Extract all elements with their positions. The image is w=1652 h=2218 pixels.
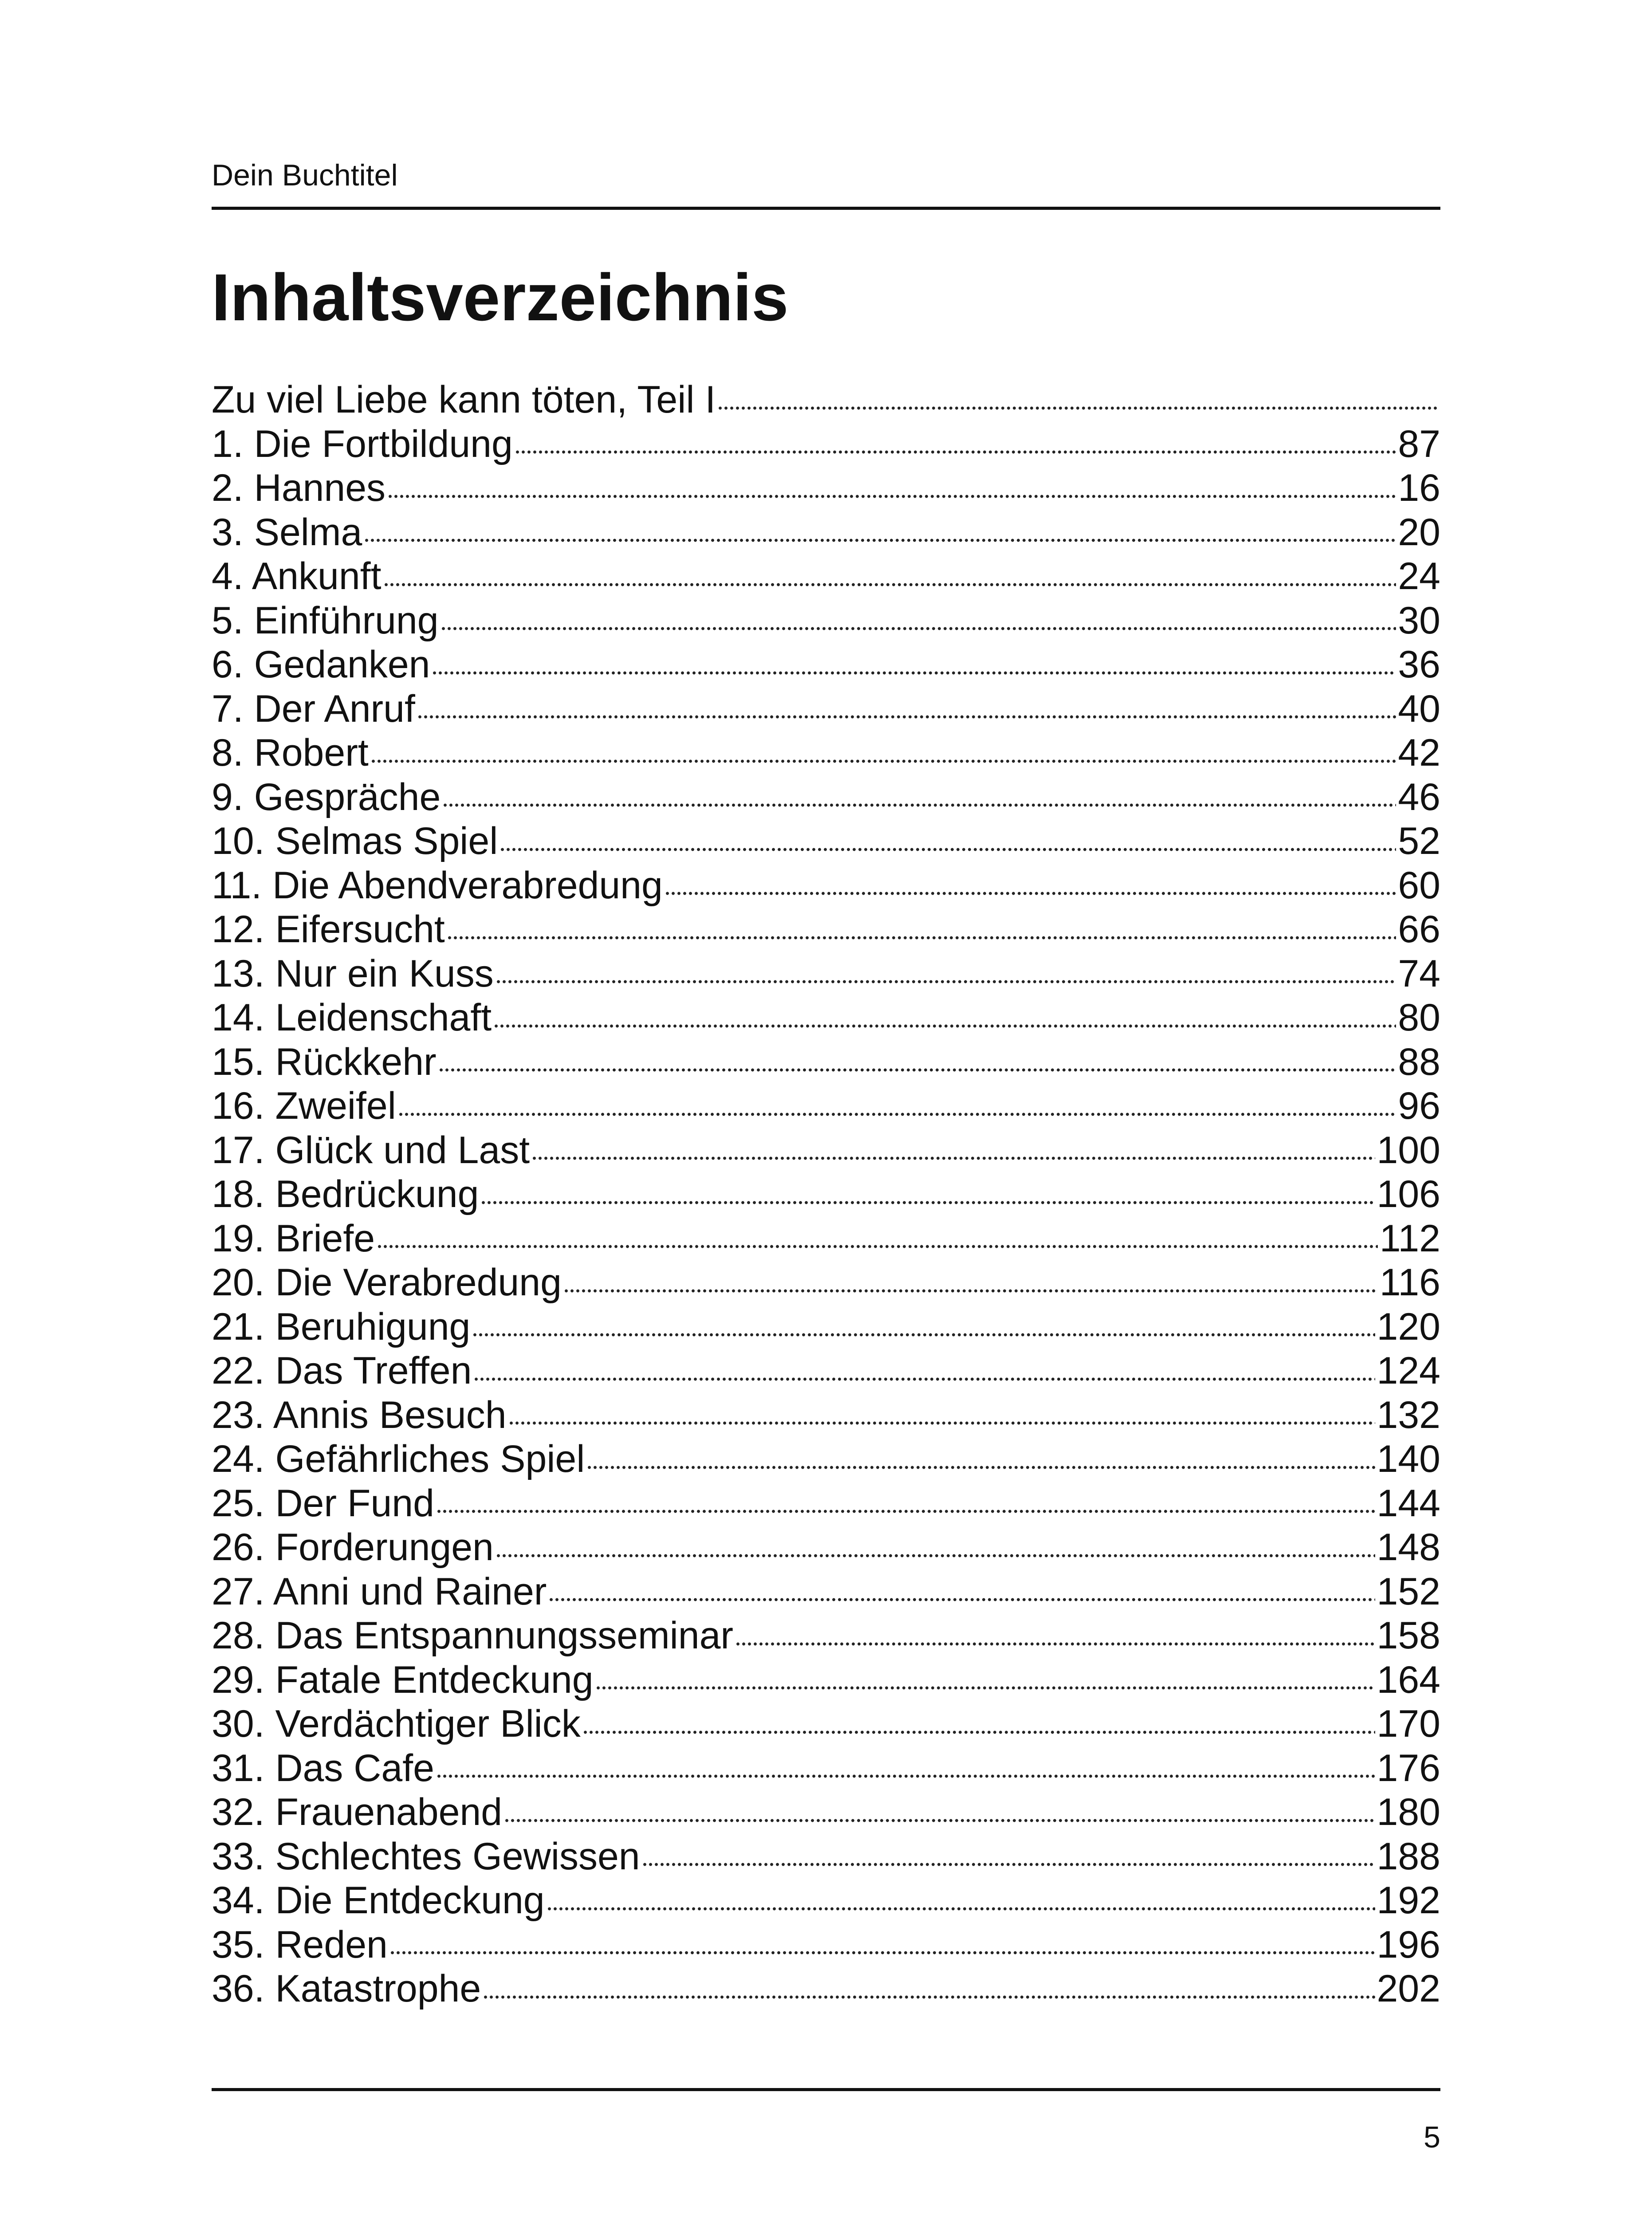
- toc-entry: [212, 1040, 1440, 1085]
- toc-entry-label: 31. Das Cafe: [212, 1746, 434, 1789]
- toc-entry: [212, 1305, 1440, 1349]
- toc-entry: [212, 1526, 1440, 1570]
- toc-entry-label: 21. Beruhigung: [212, 1305, 471, 1348]
- toc-entry-label: 3. Selma: [212, 511, 362, 554]
- toc-entry-page: 16: [1398, 467, 1440, 509]
- toc-entry: [212, 1349, 1440, 1393]
- toc-entry-page: 30: [1398, 599, 1440, 642]
- toc-entry-page: 132: [1377, 1393, 1440, 1436]
- toc-entry: [212, 1129, 1440, 1173]
- toc-entry: [212, 1835, 1440, 1879]
- dot-leader: [438, 1067, 1396, 1073]
- dot-leader: [496, 1553, 1375, 1558]
- toc-entry: [212, 908, 1440, 952]
- toc-entry-page: 140: [1377, 1438, 1440, 1480]
- toc-entry-page: 116: [1379, 1261, 1440, 1304]
- toc-entry-label: 17. Glück und Last: [212, 1129, 530, 1172]
- toc-entry-label: 30. Verdächtiger Blick: [212, 1703, 581, 1745]
- toc-entry: [212, 996, 1440, 1040]
- dot-leader: [582, 1730, 1375, 1735]
- toc-entry-label: 34. Die Entdeckung: [212, 1879, 545, 1922]
- toc-entry-label: 15. Rückkehr: [212, 1040, 437, 1083]
- toc-entry-page: 36: [1398, 643, 1440, 686]
- toc-entry-label: 2. Hannes: [212, 467, 386, 509]
- toc-entry-page: 148: [1377, 1526, 1440, 1569]
- dot-leader: [496, 979, 1396, 984]
- toc-entry: [212, 1658, 1440, 1703]
- dot-leader: [398, 1112, 1396, 1117]
- dot-leader: [735, 1641, 1375, 1647]
- toc-entry-page: 152: [1377, 1570, 1440, 1613]
- dot-leader: [586, 1465, 1375, 1470]
- dot-leader: [383, 582, 1396, 587]
- toc-entry-page: 164: [1377, 1658, 1440, 1701]
- toc-entry-label: 20. Die Verabredung: [212, 1261, 562, 1304]
- dot-leader: [493, 1023, 1396, 1029]
- toc-entry: [212, 1967, 1440, 2011]
- toc-entry-label: 12. Eifersucht: [212, 908, 445, 951]
- toc-entry-label: 1. Die Fortbildung: [212, 422, 513, 465]
- toc-entry-page: 180: [1377, 1791, 1440, 1833]
- toc-entry-label: 32. Frauenabend: [212, 1791, 503, 1833]
- toc-entry-label: 16. Zweifel: [212, 1085, 396, 1127]
- toc-title: Inhaltsverzeichnis: [212, 260, 789, 334]
- toc-entry: [212, 952, 1440, 996]
- toc-entry-page: 176: [1377, 1746, 1440, 1789]
- toc-entry: [212, 1790, 1440, 1835]
- toc-entry: [212, 422, 1440, 467]
- toc-entry-page: 24: [1398, 555, 1440, 598]
- toc-entry: [212, 1261, 1440, 1305]
- toc-entry-page: 120: [1377, 1305, 1440, 1348]
- toc-entry-page: 106: [1377, 1173, 1440, 1215]
- toc-entry-label: Zu viel Liebe kann töten, Teil I: [212, 378, 716, 421]
- dot-leader: [417, 714, 1396, 720]
- toc-entry-label: 24. Gefährliches Spiel: [212, 1438, 585, 1480]
- toc-entry: [212, 466, 1440, 511]
- running-header: Dein Buchtitel: [212, 158, 398, 192]
- toc-entry-label: 11. Die Abendverabredung: [212, 864, 663, 907]
- dot-leader: [665, 891, 1396, 896]
- toc-entry: [212, 687, 1440, 731]
- toc-entry-label: 36. Katastrophe: [212, 1967, 481, 2010]
- dot-leader: [377, 1244, 1378, 1249]
- toc-entry-label: 9. Gespräche: [212, 775, 441, 818]
- toc-entry-page: 192: [1377, 1879, 1440, 1922]
- toc-entry: [212, 1393, 1440, 1438]
- toc-entry-page: 66: [1398, 908, 1440, 951]
- toc-entry: [212, 1172, 1440, 1217]
- toc-entry-page: 144: [1377, 1482, 1440, 1525]
- dot-leader: [473, 1376, 1375, 1382]
- toc-entry-page: 20: [1398, 511, 1440, 554]
- toc-entry-label: 14. Leidenschaft: [212, 996, 492, 1039]
- toc-entry-label: 35. Reden: [212, 1923, 388, 1966]
- dot-leader: [442, 802, 1396, 808]
- toc-entry-page: 188: [1377, 1835, 1440, 1878]
- toc-entry-label: 18. Bedrückung: [212, 1173, 479, 1215]
- toc-entry-page: 96: [1398, 1085, 1440, 1127]
- toc-entry: [212, 1746, 1440, 1791]
- toc-entry: [212, 731, 1440, 775]
- toc-entry: [212, 864, 1440, 908]
- toc-entry-label: 29. Fatale Entdeckung: [212, 1658, 594, 1701]
- footer-rule: [212, 2088, 1440, 2091]
- toc-entry-page: 74: [1398, 952, 1440, 995]
- toc-entry: [212, 1702, 1440, 1746]
- toc-entry-page: 60: [1398, 864, 1440, 907]
- toc-entry: [212, 1879, 1440, 1923]
- toc-entry-page: 170: [1377, 1703, 1440, 1745]
- dot-leader: [447, 935, 1396, 940]
- toc-entry: [212, 378, 1440, 422]
- toc-entry-label: 5. Einführung: [212, 599, 439, 642]
- toc-entry: [212, 775, 1440, 820]
- dot-leader: [436, 1509, 1375, 1514]
- toc-entry-page: 112: [1379, 1217, 1440, 1260]
- toc-entry-label: 8. Robert: [212, 731, 369, 774]
- header-rule: [212, 207, 1440, 210]
- dot-leader: [364, 538, 1396, 543]
- toc-entry-label: 7. Der Anruf: [212, 687, 415, 730]
- toc-entry-label: 28. Das Entspannungsseminar: [212, 1614, 734, 1657]
- dot-leader: [531, 1156, 1375, 1161]
- toc-entry-label: 13. Nur ein Kuss: [212, 952, 494, 995]
- toc-entry-page: 158: [1377, 1614, 1440, 1657]
- toc-entry-page: 87: [1398, 422, 1440, 465]
- dot-leader: [504, 1818, 1375, 1823]
- dot-leader: [500, 847, 1396, 852]
- dot-leader: [389, 1950, 1375, 1955]
- toc-entry: [212, 511, 1440, 555]
- toc-entry: [212, 1923, 1440, 1967]
- toc-entry-page: 80: [1398, 996, 1440, 1039]
- dot-leader: [387, 494, 1396, 499]
- dot-leader: [472, 1332, 1375, 1337]
- toc-entry: [212, 1614, 1440, 1658]
- toc-entry: [212, 819, 1440, 864]
- dot-leader: [642, 1862, 1375, 1867]
- toc-entry-label: 23. Annis Besuch: [212, 1393, 507, 1436]
- dot-leader: [548, 1597, 1375, 1602]
- dot-leader: [547, 1906, 1375, 1911]
- toc-entry-page: 100: [1377, 1129, 1440, 1172]
- toc-entry-page: 46: [1398, 775, 1440, 818]
- dot-leader: [508, 1420, 1375, 1426]
- toc-entry-label: 10. Selmas Spiel: [212, 820, 498, 862]
- dot-leader: [595, 1685, 1375, 1691]
- toc-entry-label: 27. Anni und Rainer: [212, 1570, 547, 1613]
- toc-entry-page: 52: [1398, 820, 1440, 862]
- toc-entry-label: 4. Ankunft: [212, 555, 382, 598]
- dot-leader: [563, 1288, 1378, 1294]
- dot-leader: [432, 670, 1396, 676]
- toc-entry-page: 88: [1398, 1040, 1440, 1083]
- toc-entry-page: 124: [1377, 1349, 1440, 1392]
- toc-entry-label: 6. Gedanken: [212, 643, 430, 686]
- toc-entry: [212, 643, 1440, 687]
- dot-leader: [717, 405, 1439, 411]
- dot-leader: [515, 449, 1396, 455]
- toc-entry-label: 33. Schlechtes Gewissen: [212, 1835, 640, 1878]
- dot-leader: [483, 1994, 1375, 2000]
- toc-entry: [212, 1084, 1440, 1129]
- toc-entry: [212, 599, 1440, 643]
- toc-entry: [212, 1482, 1440, 1526]
- toc-entry-page: 196: [1377, 1923, 1440, 1966]
- page-number: 5: [1424, 2120, 1440, 2154]
- toc-entry-label: 19. Briefe: [212, 1217, 375, 1260]
- dot-leader: [370, 759, 1396, 764]
- dot-leader: [441, 626, 1396, 631]
- toc-entry: [212, 1437, 1440, 1482]
- dot-leader: [436, 1774, 1375, 1779]
- toc-entry-page: 40: [1398, 687, 1440, 730]
- toc-list: [212, 378, 1440, 2011]
- toc-entry: [212, 1217, 1440, 1261]
- dot-leader: [480, 1200, 1375, 1205]
- toc-entry-label: 26. Forderungen: [212, 1526, 494, 1569]
- toc-entry: [212, 1570, 1440, 1614]
- toc-entry-page: 202: [1377, 1967, 1440, 2010]
- toc-entry-label: 25. Der Fund: [212, 1482, 434, 1525]
- toc-entry: [212, 554, 1440, 599]
- toc-entry-page: 42: [1398, 731, 1440, 774]
- toc-entry-label: 22. Das Treffen: [212, 1349, 472, 1392]
